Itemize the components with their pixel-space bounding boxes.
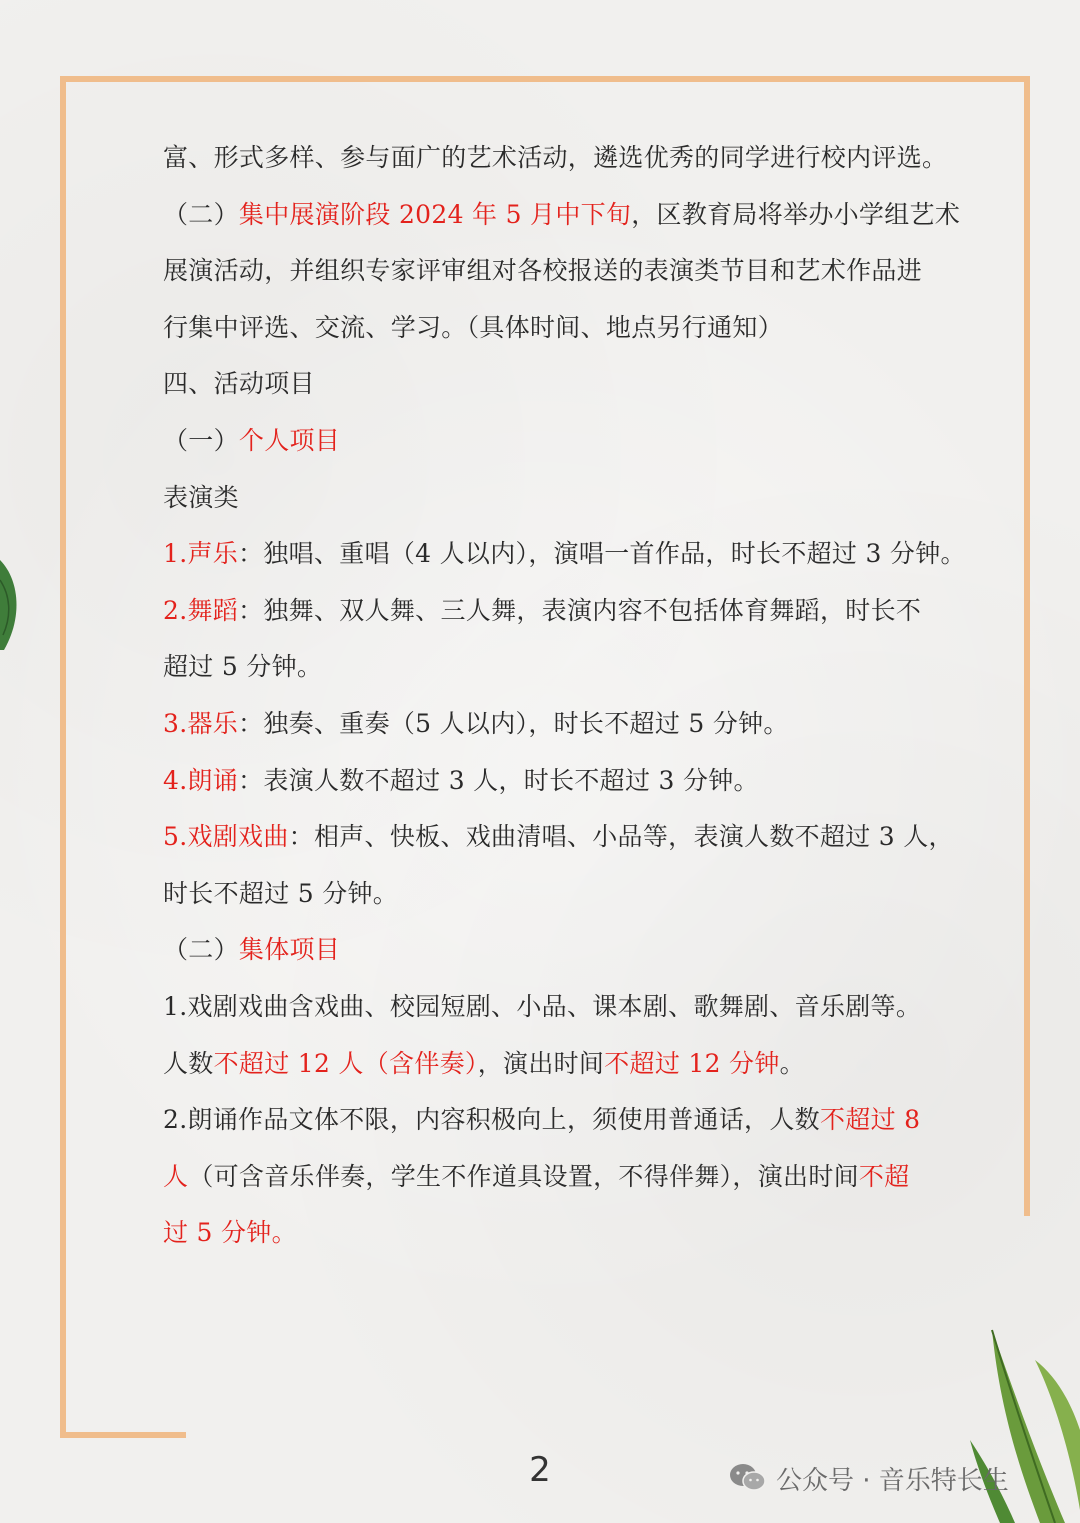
text-line (163, 1149, 923, 1206)
body-text: ：表演人数不超过 3 人，时长不超过 3 分钟。 (238, 765, 759, 795)
watermark (728, 1458, 1009, 1498)
highlight-text: 不超过 12 分钟 (604, 1048, 780, 1078)
text-line (163, 470, 923, 527)
highlight-text: 人 (163, 1161, 189, 1191)
text-line (163, 130, 948, 187)
text-line (163, 1036, 923, 1093)
highlight-text: 个人项目 (238, 425, 341, 455)
body-text: 。 (779, 1048, 805, 1078)
document-body (163, 130, 966, 1262)
text-line (163, 583, 923, 640)
text-line (163, 753, 923, 810)
body-text: 富、形式多样、参与面广的艺术活动，遴选优秀的同学进行校内评选。 (163, 143, 948, 172)
body-text: 2.朗诵作品文体不限，内容积极向上，须使用普通话，人数 (163, 1105, 820, 1135)
text-line (163, 243, 923, 300)
body-text: （二） (163, 199, 239, 229)
body-text: ：独唱、重唱（4 人以内），演唱一首作品，时长不超过 3 分钟。 (238, 539, 966, 569)
text-line (163, 1205, 923, 1262)
body-text: 展演活动，并组织专家评审组对各校报送的表演类节目和艺术作品进 (163, 256, 923, 286)
body-text: 四、活动项目 (163, 369, 315, 399)
highlight-text: 不超过 12 人（含伴奏） (213, 1048, 478, 1078)
page-number: 2 (529, 1450, 551, 1490)
body-text: ，区教育局将举办小学组艺术 (631, 199, 961, 229)
body-text: （二） (163, 935, 239, 965)
text-line (163, 413, 923, 470)
text-line (163, 696, 923, 753)
highlight-text: 4.朗诵 (163, 765, 239, 795)
body-text: ：独奏、重奏（5 人以内），时长不超过 5 分钟。 (238, 708, 789, 738)
highlight-text: 集中展演阶段 2024 年 5 月中下旬 (238, 199, 632, 229)
highlight-text: 5.戏剧戏曲 (163, 822, 289, 852)
frame-left-border (60, 76, 66, 1438)
text-line (163, 356, 923, 413)
text-line (163, 979, 923, 1036)
text-line (163, 1092, 923, 1149)
frame-top-border (60, 76, 1030, 82)
text-line (163, 639, 923, 696)
body-text: ，演出时间 (477, 1048, 605, 1078)
text-line (163, 922, 923, 979)
text-line (163, 300, 923, 357)
text-line (163, 809, 954, 866)
body-text: 超过 5 分钟。 (163, 652, 323, 682)
body-text: （可含音乐伴奏，学生不作道具设置，不得伴舞），演出时间 (188, 1161, 859, 1191)
body-text: 人数 (163, 1048, 214, 1078)
text-line (163, 526, 966, 583)
text-line (163, 866, 923, 923)
highlight-text: 集体项目 (238, 935, 341, 965)
leaf-decoration-left (0, 560, 22, 650)
frame-right-border (1024, 76, 1030, 1216)
highlight-text: 3.器乐 (163, 708, 239, 738)
text-line (163, 187, 961, 244)
frame-bottom-border (60, 1432, 186, 1438)
body-text: 时长不超过 5 分钟。 (163, 878, 399, 908)
wechat-icon (728, 1462, 768, 1494)
body-text: 行集中评选、交流、学习。（具体时间、地点另行通知） (163, 312, 784, 342)
body-text: ：相声、快板、戏曲清唱、小品等，表演人数不超过 3 人， (288, 822, 954, 852)
watermark-text: 公众号 · 音乐特长生 (776, 1465, 1009, 1496)
body-text: ：独舞、双人舞、三人舞，表演内容不包括体育舞蹈，时长不 (238, 595, 922, 625)
body-text: 1.戏剧戏曲含戏曲、校园短剧、小品、课本剧、歌舞剧、音乐剧等。 (163, 991, 922, 1021)
highlight-text: 过 5 分钟。 (163, 1218, 297, 1248)
body-text: （一） (163, 425, 239, 455)
highlight-text: 2.舞蹈 (163, 595, 239, 625)
highlight-text: 不超过 8 (819, 1105, 921, 1135)
highlight-text: 不超 (858, 1161, 910, 1191)
body-text: 表演类 (163, 482, 239, 512)
highlight-text: 1.声乐 (163, 539, 239, 569)
